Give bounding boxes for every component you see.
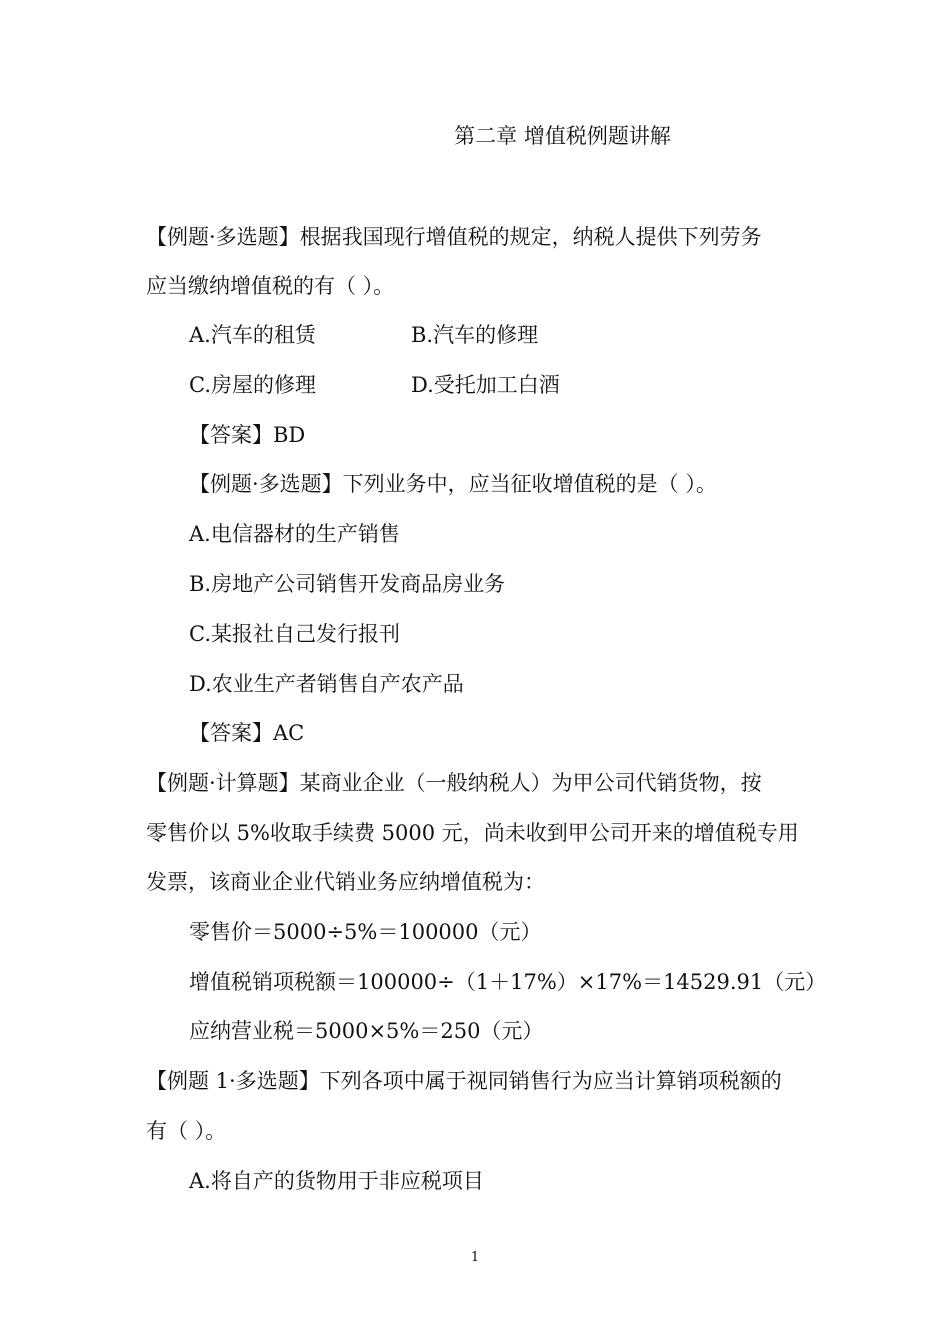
q2-option-d: D.农业生产者销售自产农产品 [189, 672, 464, 696]
q3-calc-business-tax: 应纳营业税＝5000×5%＝250（元） [189, 1019, 544, 1043]
q1-stem-line2: 应当缴纳增值税的有（ ）。 [146, 274, 395, 298]
q1-option-d: D.受托加工白酒 [411, 373, 560, 397]
page-number: 1 [470, 1250, 480, 1265]
q4-stem-line2: 有（ ）。 [146, 1119, 227, 1143]
q1-option-b: B.汽车的修理 [411, 323, 539, 347]
q3-calc-retail-price: 零售价＝5000÷5%＝100000（元） [189, 920, 542, 944]
q2-option-c: C.某报社自己发行报刊 [189, 622, 400, 646]
q1-option-c: C.房屋的修理 [189, 373, 316, 397]
q3-stem-line2: 零售价以 5%收取手续费 5000 元，尚未收到甲公司开来的增值税专用 [146, 821, 799, 845]
q4-option-a: A.将自产的货物用于非应税项目 [189, 1169, 484, 1193]
q1-option-a: A.汽车的租赁 [189, 323, 316, 347]
q2-option-a: A.电信器材的生产销售 [189, 522, 400, 546]
q3-stem-line1: 【例题·计算题】某商业企业（一般纳税人）为甲公司代销货物，按 [146, 771, 762, 795]
q2-option-b: B.房地产公司销售开发商品房业务 [189, 572, 506, 596]
q4-stem-line1: 【例题 1·多选题】下列各项中属于视同销售行为应当计算销项税额的 [146, 1069, 782, 1093]
q1-answer: 【答案】BD [189, 423, 306, 447]
q1-stem-line1: 【例题·多选题】根据我国现行增值税的规定，纳税人提供下列劳务 [146, 225, 762, 249]
page-title: 第二章 增值税例题讲解 [454, 124, 671, 148]
q2-answer: 【答案】AC [189, 721, 305, 745]
q2-stem: 【例题·多选题】下列业务中，应当征收增值税的是（ ）。 [189, 472, 717, 496]
q3-calc-output-tax: 增值税销项税额＝100000÷（1＋17%）×17%＝14529.91（元） [189, 970, 827, 994]
q3-stem-line3: 发票，该商业企业代销业务应纳增值税为： [146, 870, 545, 894]
